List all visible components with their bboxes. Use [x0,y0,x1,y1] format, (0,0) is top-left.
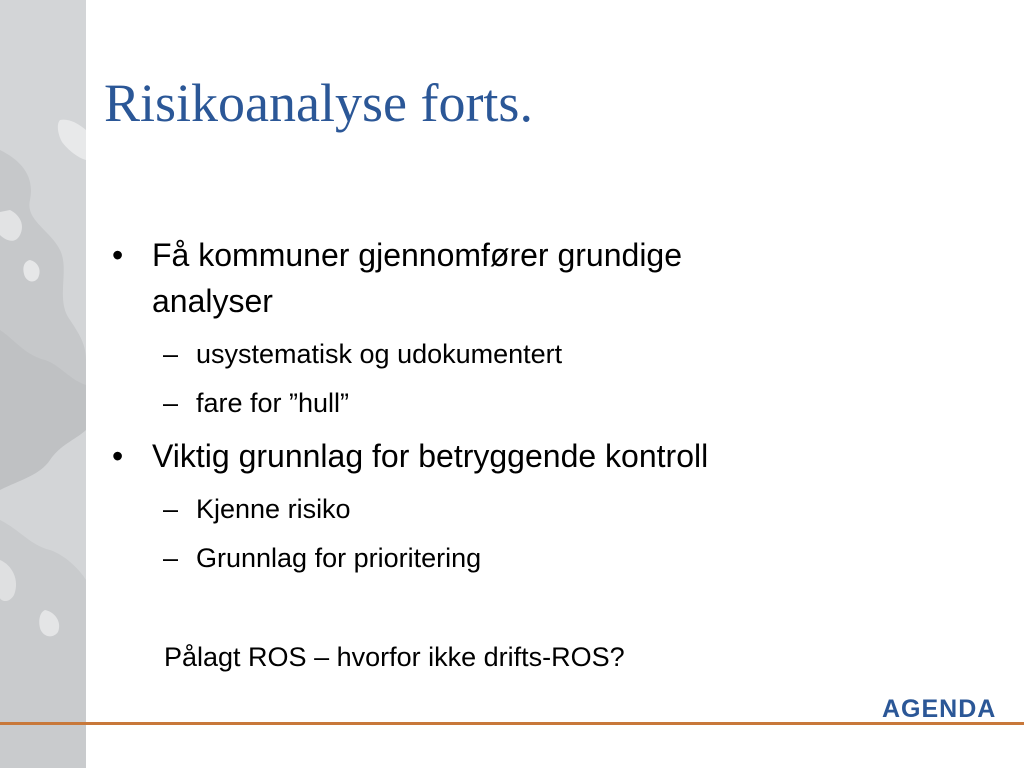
bullet-1-subitem-2: fare for ”hull” [196,388,350,418]
bullet-1-line-2: analyser [152,283,273,319]
dash-icon: – [163,388,179,418]
bullet-2-subitem-2: Grunnlag for prioritering [196,543,482,573]
map-texture-graphic [0,0,86,768]
bullet-icon: • [112,438,124,474]
dash-icon: – [163,339,179,369]
bullet-2-line-1: Viktig grunnlag for betryggende kontroll [152,438,709,474]
bullet-icon: • [112,237,124,273]
bullet-1-line-1: Få kommuner gjennomfører grundige [152,237,683,273]
slide-title: Risikoanalyse forts. [104,73,533,133]
bullet-2-subitem-1: Kjenne risiko [196,494,351,524]
agenda-logo: AGENDA [882,695,997,723]
closing-note: Pålagt ROS – hvorfor ikke drifts-ROS? [164,642,625,672]
dash-icon: – [163,543,179,573]
bullet-1-subitem-1: usystematisk og udokumentert [196,339,563,369]
footer-divider [0,722,1024,725]
decorative-map-strip [0,0,86,768]
dash-icon: – [163,494,179,524]
